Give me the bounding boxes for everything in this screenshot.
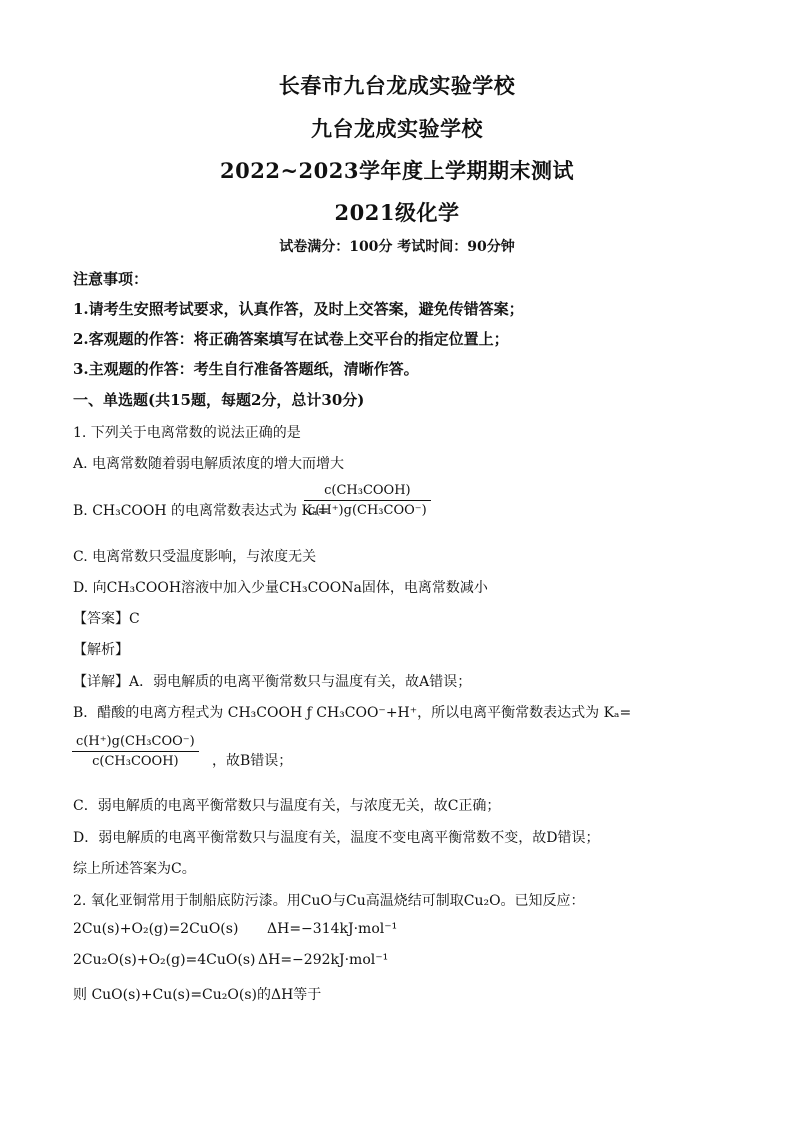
notice-item: 2.客观题的作答：将正确答案填写在试卷上交平台的指定位置上； (73, 330, 509, 348)
fraction-denominator: c(CH₃COOH) (92, 754, 179, 769)
detail-a: 【详解】A．弱电解质的电离平衡常数只与温度有关，故A错误； (73, 674, 472, 690)
equation-1: 2Cu(s)+O₂(g)=2CuO(s) (73, 921, 239, 937)
fraction-denominator: c(H⁺)g(CH₃COO⁻) (308, 503, 427, 518)
equation-1-enthalpy: ΔH=−314kJ·mol⁻¹ (267, 921, 398, 937)
grade-title: 2021级化学 (334, 200, 460, 225)
detail-d: D．弱电解质的电离平衡常数只与温度有关，温度不变电离平衡常数不变，故D错误； (73, 830, 600, 846)
question-stem: 2. 氧化亚铜常用于制船底防污漆。用CuO与Cu高温烧结可制取Cu₂O。已知反应： (73, 893, 585, 909)
option-b-fraction (304, 483, 431, 518)
exam-title: 2022~2023学年度上学期期末测试 (220, 158, 574, 183)
section-heading: 一、单选题(共15题，每题2分，总计30分) (73, 391, 365, 409)
notice-item: 1.请考生安照考试要求，认真作答，及时上交答案，避免传错答案； (73, 300, 524, 318)
school-title: 长春市九台龙成实验学校 (278, 73, 516, 98)
detail-b-line1: B．醋酸的电离方程式为 CH₃COOH ƒ CH₃COO⁻+H⁺，所以电离平衡常数表达式为 Kₐ= (73, 705, 632, 721)
option-b-prefix: B. CH₃COOH 的电离常数表达式为 Kₐ= (73, 503, 330, 519)
detail-b-fraction (72, 734, 199, 769)
notice-item: 3.主观题的作答：考生自行准备答题纸，清晰作答。 (73, 360, 419, 378)
equation-2-enthalpy: ΔH=−292kJ·mol⁻¹ (258, 952, 389, 968)
summary: 综上所述答案为C。 (73, 861, 196, 877)
answer-label: 【答案】C (73, 611, 140, 627)
notice-title: 注意事项： (73, 270, 149, 288)
question-ask: 则 CuO(s)+Cu(s)=Cu₂O(s)的ΔH等于 (73, 987, 322, 1003)
detail-c: C．弱电解质的电离平衡常数只与温度有关，与浓度无关，故C正确； (73, 798, 501, 814)
fraction-numerator: c(H⁺)g(CH₃COO⁻) (76, 734, 195, 749)
analysis-label: 【解析】 (73, 642, 129, 658)
fraction-numerator: c(CH₃COOH) (324, 483, 411, 498)
equation-2: 2Cu₂O(s)+O₂(g)=4CuO(s) (73, 952, 256, 968)
school-subtitle: 九台龙成实验学校 (311, 116, 483, 141)
exam-info: 试卷满分：100分 考试时间：90分钟 (279, 239, 515, 255)
option-c: C. 电离常数只受温度影响，与浓度无关 (73, 549, 317, 565)
option-a: A. 电离常数随着弱电解质浓度的增大而增大 (73, 456, 345, 472)
question-stem: 1. 下列关于电离常数的说法正确的是 (73, 425, 301, 441)
option-d: D. 向CH₃COOH溶液中加入少量CH₃COONa固体，电离常数减小 (73, 580, 488, 596)
detail-b-line2: ，故B错误； (212, 753, 293, 769)
